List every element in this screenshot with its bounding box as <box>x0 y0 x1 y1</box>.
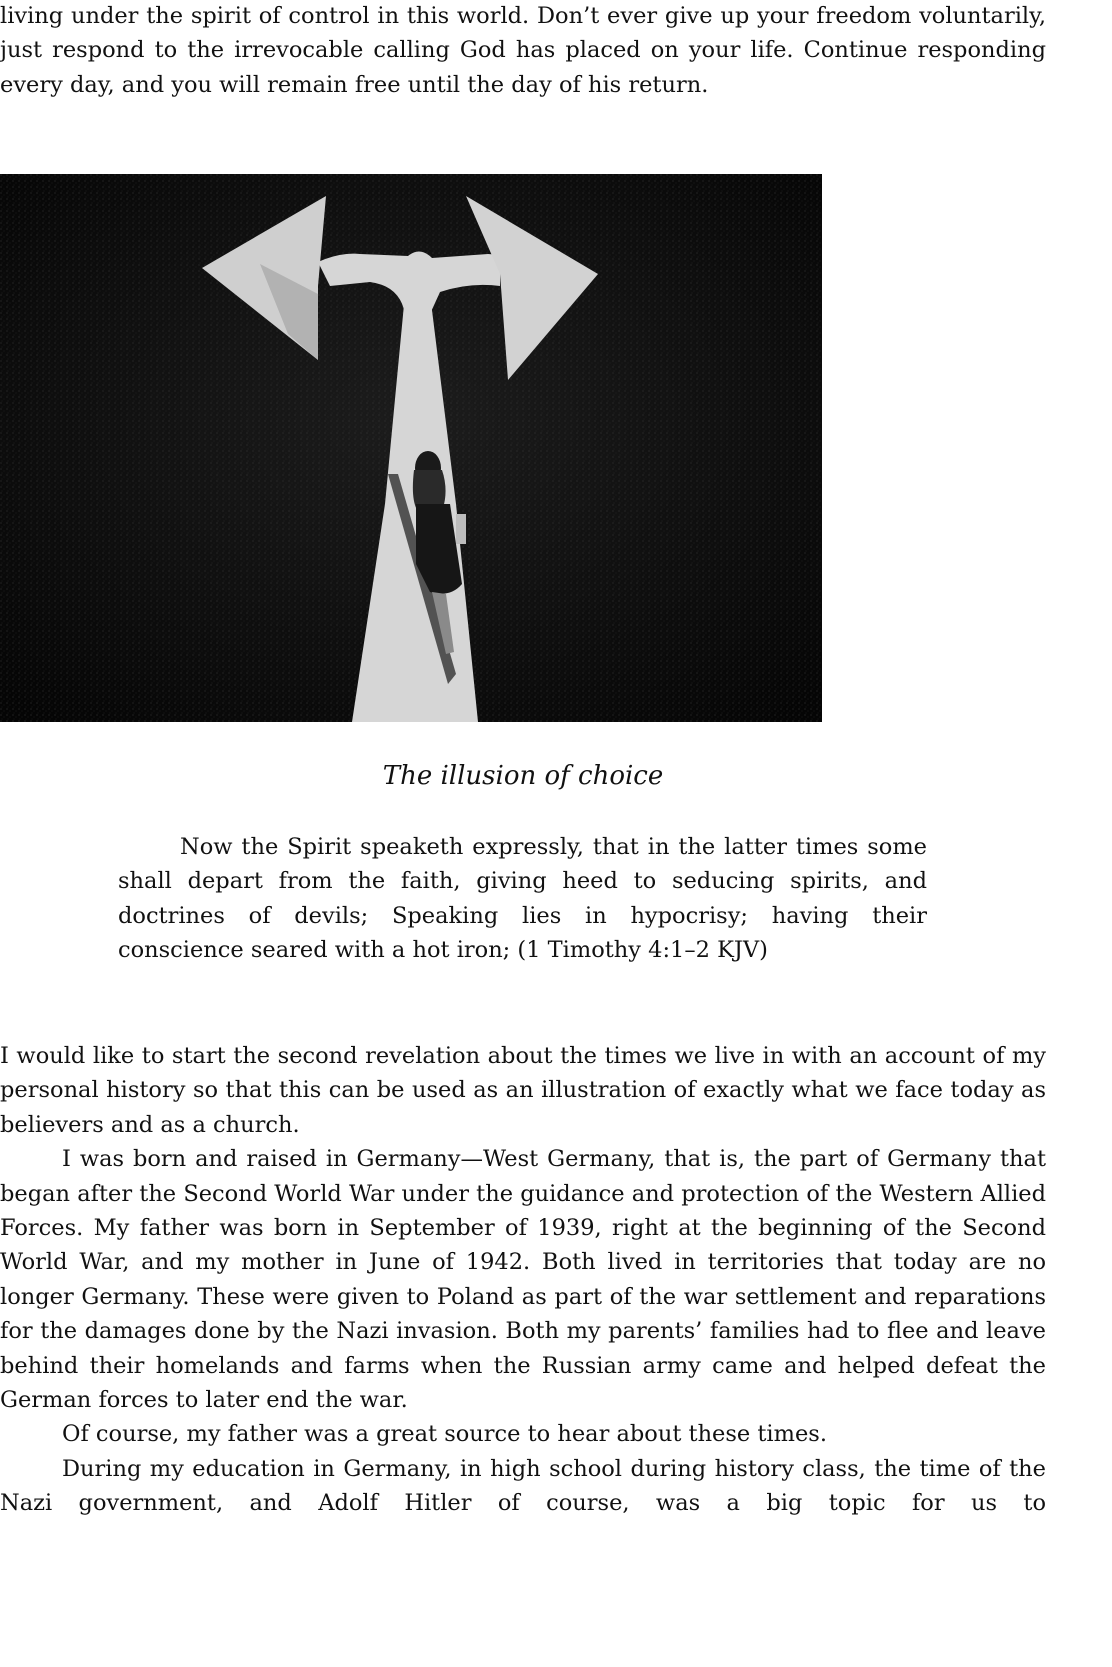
paragraph-continued: living under the spirit of control in this world. Don’t ever give up your freedom voluntarily, just respond to the irrevocable calling God has placed on your life. Continue responding every day, and you will remain free until the day of his return. <box>0 3 1046 98</box>
body-paragraph: I would like to start the second revelation about the times we live in with an account of my personal history so that this can be used as an illustration of exactly what we face today as believers and as a church. <box>0 1043 1046 1138</box>
body-paragraph: I was born and raised in Germany—West Germany, that is, the part of Germany that began after the Second World War under the guidance and protection of the Western Allied Forces. My father was born in September of 1939, right at the beginning of the Second World War, and my mother in June of 1942. Both lived in territories that today are no longer Germany. These were given to Poland as part of the war settlement and reparations for the damages done by the Nazi invasion. Both my parents’ families had to flee and leave behind their homelands and farms when the Russian army came and helped defeat the German forces to later end the war. <box>0 1146 1046 1414</box>
road-arrow-illustration <box>0 174 822 722</box>
figure-forked-arrow-photo <box>0 174 822 722</box>
body-text <box>0 1039 1046 1521</box>
body-paragraph: During my education in Germany, in high school during history class, the time of the Nazi government, and Adolf Hitler of course, was a big topic for us to <box>0 1455 1046 1517</box>
scripture-block-quote: Now the Spirit speaketh expressly, that in the latter times some shall depart from the faith, giving heed to seducing spirits, and doctrines of devils; Speaking lies in hypocrisy; having their conscience seared with a hot iron; (1 Timothy 4:1–2 KJV) <box>118 834 927 964</box>
figure-caption: The illusion of choice <box>382 761 664 791</box>
body-paragraph: Of course, my father was a great source to hear about these times. <box>62 1421 827 1448</box>
